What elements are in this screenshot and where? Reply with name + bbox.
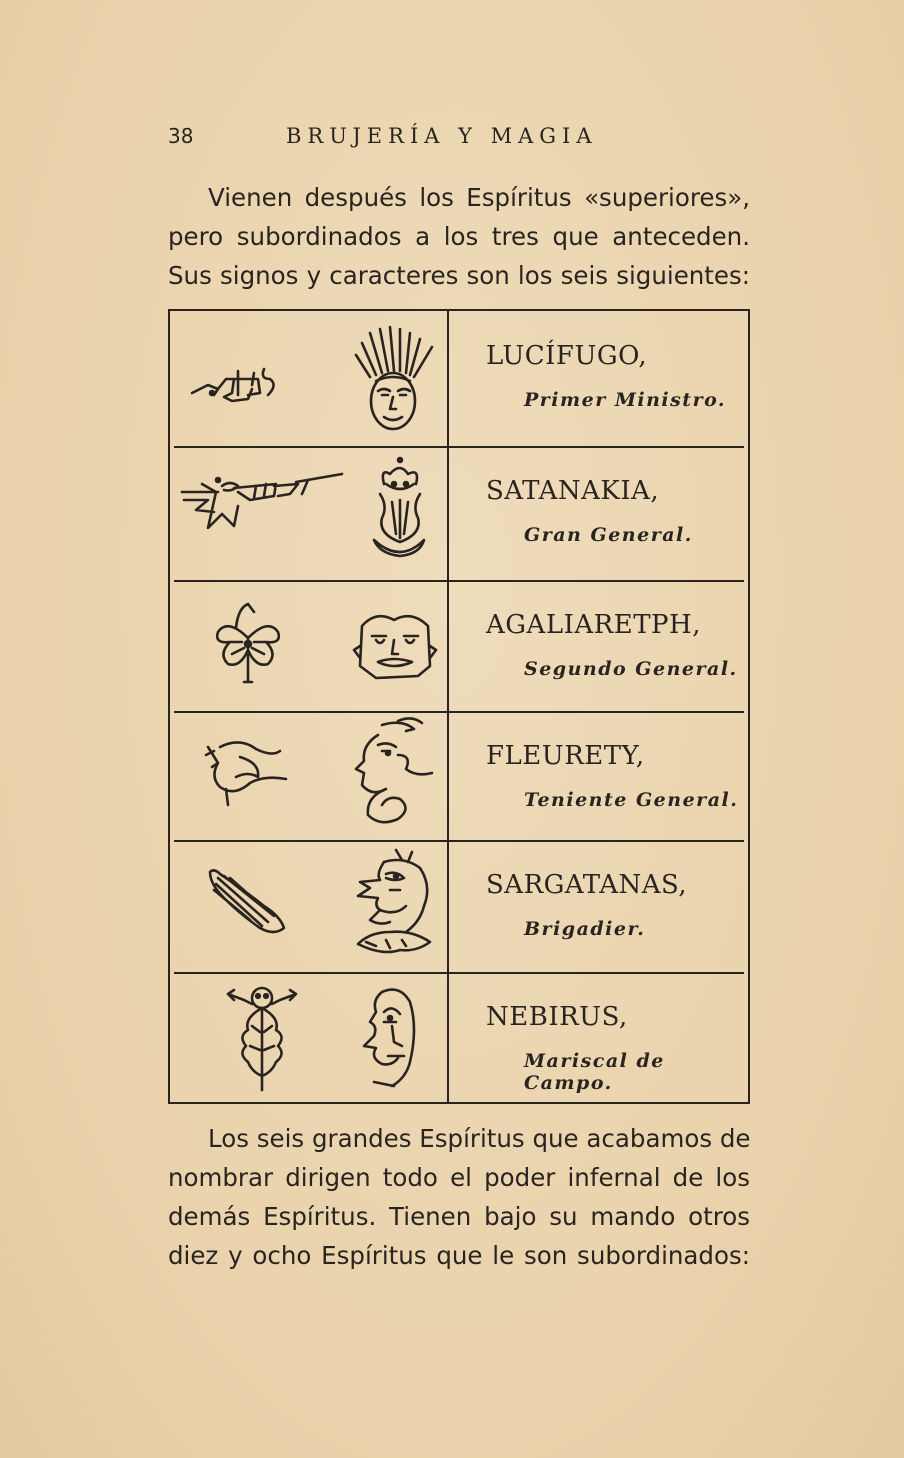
- satanakia-face-icon: [360, 454, 440, 572]
- table-row: [170, 972, 748, 1103]
- intro-line: Sus signos y caracteres son los seis siguientes:: [168, 261, 750, 290]
- row-text: [450, 840, 748, 972]
- nebirus-face-icon: [348, 982, 428, 1094]
- spirit-name: LUCÍFUGO,: [486, 341, 648, 371]
- table-row: [170, 580, 748, 711]
- running-header: [168, 124, 750, 154]
- outro-line: nombrar dirigen todo el poder infernal de los: [168, 1163, 750, 1192]
- row-text: [450, 972, 748, 1103]
- outro-line: Los seis grandes Espíritus que acabamos de: [208, 1124, 751, 1153]
- fleurety-face-icon: [342, 715, 438, 833]
- table-row: [170, 840, 748, 972]
- row-glyphs: [170, 446, 447, 580]
- satanakia-sigil-icon: [178, 462, 348, 542]
- sargatanas-face-icon: [340, 846, 440, 966]
- row-text: [450, 446, 748, 580]
- spirit-name: AGALIARETPH,: [486, 610, 701, 640]
- spirit-name: SATANAKIA,: [486, 476, 660, 506]
- row-text: [450, 580, 748, 711]
- outro-line: diez y ocho Espíritus que le son subordinados:: [168, 1241, 750, 1270]
- sargatanas-sigil-icon: [204, 866, 294, 942]
- agaliaretph-face-icon: [352, 606, 438, 686]
- outro-line: demás Espíritus. Tienen bajo su mando otros: [168, 1202, 750, 1231]
- row-glyphs: [170, 711, 447, 840]
- table-row: [170, 711, 748, 840]
- spirit-rank: Primer Ministro.: [524, 389, 727, 411]
- intro-line: Vienen después los Espíritus «superiores»,: [208, 183, 750, 212]
- table-row: [170, 446, 748, 580]
- spirit-rank: Mariscal de Campo.: [524, 1050, 665, 1094]
- running-title: BRUJERÍA Y MAGIA: [286, 124, 598, 148]
- row-text: [450, 711, 748, 840]
- spirit-name: SARGATANAS,: [486, 870, 688, 900]
- spirit-rank: Segundo General.: [524, 658, 738, 680]
- outro-paragraph: [168, 1119, 750, 1275]
- spirit-name: NEBIRUS,: [486, 1002, 628, 1032]
- lucifugo-sigil-icon: [188, 349, 308, 409]
- spirit-rank: Gran General.: [524, 524, 693, 546]
- lucifugo-face-icon: [348, 325, 438, 440]
- row-glyphs: [170, 972, 447, 1103]
- row-glyphs: [170, 840, 447, 972]
- table-row: [170, 311, 748, 446]
- row-glyphs: [170, 311, 447, 446]
- row-glyphs: [170, 580, 447, 711]
- fleurety-sigil-icon: [200, 727, 300, 817]
- row-text: [450, 311, 748, 446]
- agaliaretph-sigil-icon: [208, 598, 288, 694]
- nebirus-sigil-icon: [224, 982, 300, 1094]
- spirits-table: [168, 309, 750, 1104]
- spirit-name: FLEURETY,: [486, 741, 645, 771]
- page-number: 38: [168, 124, 194, 148]
- spirit-rank: Teniente General.: [524, 789, 739, 811]
- spirit-rank: Brigadier.: [524, 918, 646, 940]
- intro-line: pero subordinados a los tres que anteceden.: [168, 222, 750, 251]
- intro-paragraph: [168, 178, 750, 295]
